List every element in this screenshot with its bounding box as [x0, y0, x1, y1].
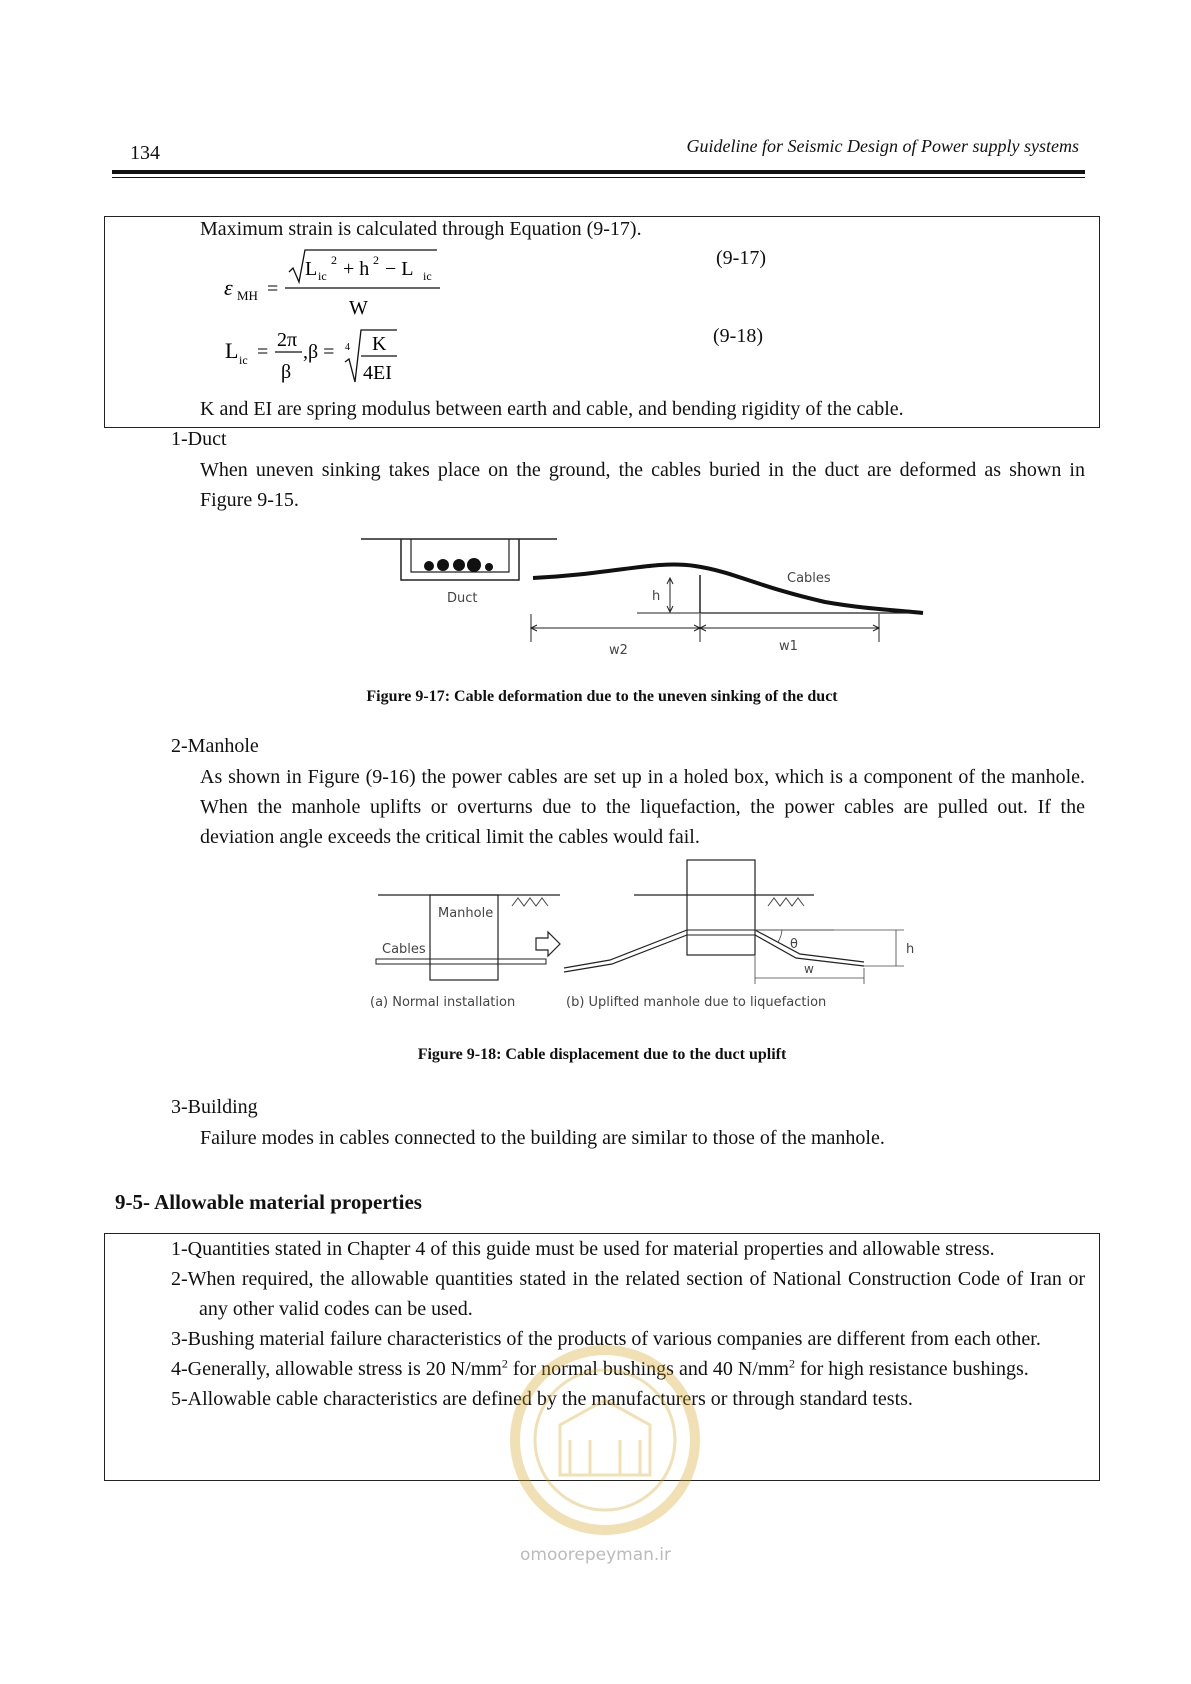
- soil-hatch-a: [512, 898, 548, 906]
- eq2-denominator: β: [281, 361, 292, 383]
- duct-heading: 1-Duct: [171, 428, 227, 450]
- equation-label-9-18: (9-18): [713, 325, 763, 347]
- manhole-label: Manhole: [438, 906, 494, 921]
- eq2-K: K: [372, 333, 387, 355]
- equation-footer: K and EI are spring modulus between earth and cable, and bending rigidity of the cable.: [200, 398, 904, 420]
- cable-dot: [453, 559, 465, 571]
- page-number: 134: [130, 142, 160, 164]
- equation-intro: Maximum strain is calculated through Equation (9-17).: [200, 218, 642, 240]
- manhole-figure: [364, 858, 924, 1018]
- eq1-equals: =: [267, 278, 279, 300]
- header-rule-thick: [112, 170, 1085, 174]
- list-item: 1-Quantities stated in Chapter 4 of this guide must be used for material properties and allowable stress.: [171, 1238, 995, 1260]
- building-heading: 3-Building: [171, 1096, 258, 1118]
- manhole-heading: 2-Manhole: [171, 735, 259, 757]
- eq1-plus-h: + h: [343, 258, 370, 280]
- cables-label: Cables: [787, 571, 831, 586]
- eq1-square-2: 2: [373, 253, 379, 267]
- deformed-cable: [533, 565, 923, 613]
- eq2-ic-sub: ic: [239, 353, 248, 367]
- theta-label: θ: [790, 937, 798, 952]
- cable-dot: [485, 563, 493, 571]
- cable-dot: [437, 559, 449, 571]
- eq2-beta: ,β =: [303, 341, 335, 363]
- eq2-numerator: 2π: [277, 329, 298, 351]
- list-item: 2-When required, the allowable quantities stated in the related section of National Construction Code of Iran or any other valid codes can be used.: [171, 1268, 1085, 1320]
- eq1-denominator: W: [349, 297, 368, 319]
- cable-b-left: [564, 930, 687, 972]
- equation-9-17: [215, 248, 455, 320]
- watermark-seal: [490, 1345, 720, 1535]
- manhole-paragraph: As shown in Figure (9-16) the power cables are set up in a holed box, which is a component of the manhole. When the manhole uplifts or overturns due to the liquefaction, the power cables are pulled out. If the deviation angle exceeds the critical limit the cables would fail.: [200, 766, 1085, 848]
- list-item: 3-Bushing material failure characteristics of the products of various companies are different from each other.: [171, 1328, 1041, 1350]
- eq2-equals: =: [257, 341, 269, 363]
- duct-paragraph: When uneven sinking takes place on the ground, the cables buried in the duct are deformed as shown in Figure 9-15.: [200, 459, 1085, 511]
- soil-hatch-b: [768, 898, 804, 906]
- subcaption-a: (a) Normal installation: [370, 995, 516, 1010]
- subcaption-b: (b) Uplifted manhole due to liquefaction: [566, 995, 827, 1010]
- manhole-box-b: [687, 860, 755, 955]
- equation-label-9-17: (9-17): [716, 247, 766, 269]
- eq1-ic-sub: ic: [318, 269, 327, 283]
- header-rule-thin: [112, 177, 1085, 178]
- item4-part-c: for high resistance bushings.: [794, 1358, 1029, 1380]
- figure-9-17-caption: Figure 9-17: Cable deformation due to the uneven sinking of the duct: [366, 688, 838, 705]
- h-label: h: [652, 589, 661, 604]
- eq1-epsilon: ε: [224, 275, 233, 300]
- eq1-L: L: [305, 258, 318, 280]
- eq1-square-1: 2: [331, 253, 337, 267]
- seal-ring: [515, 1350, 695, 1530]
- item4-sup-1: 2: [501, 1356, 508, 1371]
- cable-a: [376, 959, 546, 964]
- theta-arc: [778, 930, 782, 942]
- eq2-root-index: 4: [345, 342, 350, 353]
- seal-inner-ring: [535, 1370, 675, 1510]
- item4-part-a: 4-Generally, allowable stress is 20 N/mm: [171, 1358, 502, 1380]
- eq1-ic-sub-2: ic: [423, 269, 432, 283]
- seal-columns: [570, 1440, 640, 1475]
- eq1-epsilon-sub: MH: [237, 288, 258, 303]
- w-label-b: w: [804, 962, 814, 976]
- watermark-text: omoorepeyman.ir: [520, 1545, 672, 1565]
- w2-label: w2: [609, 643, 628, 658]
- section-title: 9-5- Allowable material properties: [115, 1190, 422, 1214]
- seal-building: [560, 1400, 650, 1475]
- h-label-b: h: [906, 942, 915, 957]
- eq1-minus-L: − L: [385, 258, 414, 280]
- cable-dot: [424, 561, 434, 571]
- equation-9-18: [215, 326, 415, 390]
- duct-figure: [355, 530, 925, 665]
- eq2-4EI: 4EI: [363, 362, 392, 384]
- figure-9-18-caption: Figure 9-18: Cable displacement due to the duct uplift: [417, 1046, 787, 1063]
- list-item: 5-Allowable cable characteristics are defined by the manufacturers or through standard tests.: [171, 1388, 913, 1410]
- cable-dot: [467, 558, 481, 572]
- eq2-L: L: [225, 338, 239, 363]
- item4-sup-2: 2: [788, 1356, 795, 1371]
- duct-label: Duct: [447, 591, 478, 606]
- running-title: Guideline for Seismic Design of Power supply systems: [686, 136, 1079, 156]
- item4-part-b: for normal bushings and 40 N/mm: [507, 1358, 789, 1380]
- w1-label: w1: [779, 639, 798, 654]
- cables-label-a: Cables: [382, 942, 426, 957]
- cable-b-right: [755, 930, 864, 966]
- transition-arrow: [536, 932, 560, 956]
- building-paragraph: Failure modes in cables connected to the building are similar to those of the manhole.: [200, 1127, 885, 1149]
